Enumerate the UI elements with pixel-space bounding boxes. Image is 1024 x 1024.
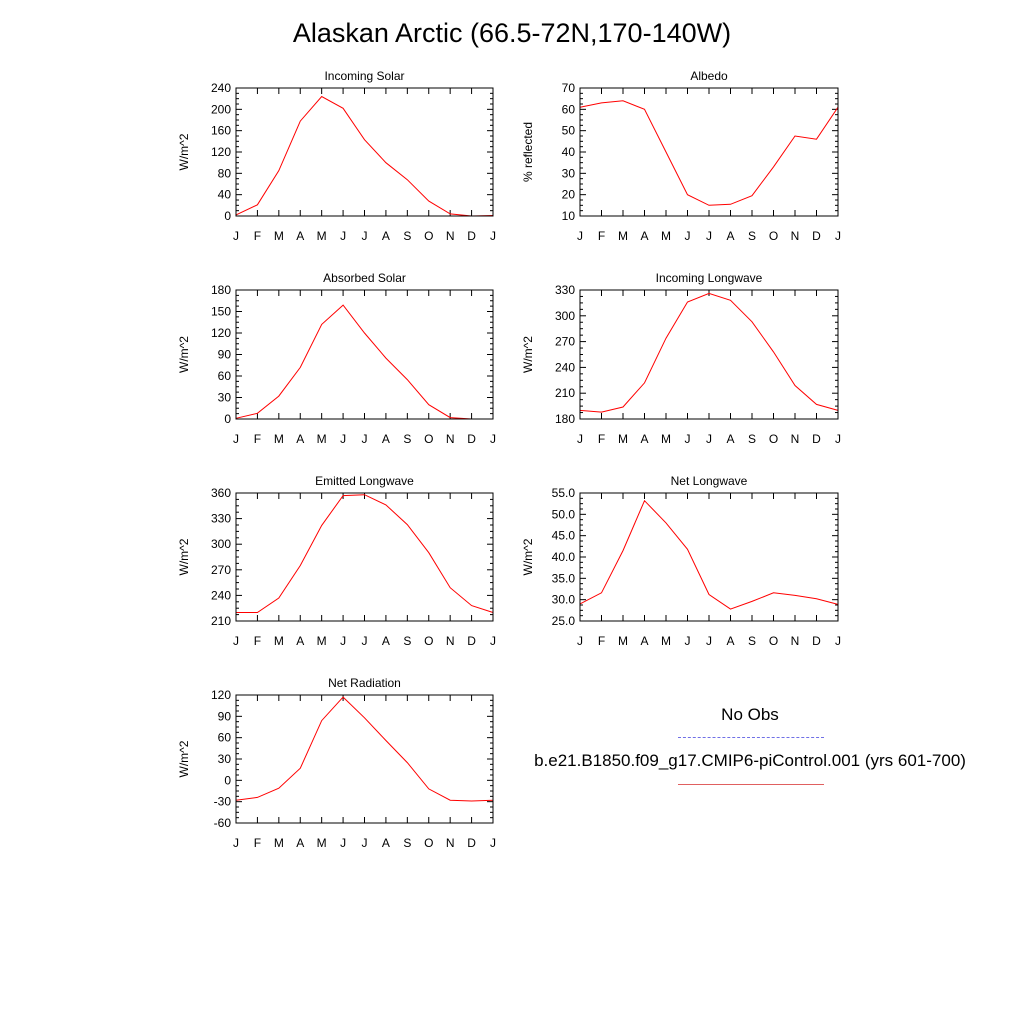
y-tick-label: 20	[561, 187, 575, 202]
x-tick-label: O	[424, 634, 434, 648]
series-line	[236, 97, 493, 217]
legend-model-label: b.e21.B1850.f09_g17.CMIP6-piControl.001 (yrs 601-700)	[534, 751, 966, 770]
y-tick-label: 55.0	[551, 486, 575, 500]
chart-panel	[521, 69, 841, 243]
x-tick-label: A	[726, 432, 735, 446]
x-tick-label: N	[445, 634, 455, 648]
x-tick-label: J	[577, 229, 583, 243]
x-tick-label: J	[233, 229, 239, 243]
x-tick-label: F	[597, 432, 606, 446]
x-tick-label: O	[424, 432, 434, 446]
x-tick-label: A	[381, 432, 390, 446]
plot-frame	[236, 695, 493, 823]
y-tick-label: 90	[217, 709, 231, 724]
y-tick-label: 120	[210, 326, 231, 340]
x-tick-label: D	[467, 229, 476, 243]
y-tick-label: 240	[210, 588, 231, 603]
x-tick-label: N	[445, 432, 455, 446]
x-tick-label: N	[445, 836, 455, 850]
panel-title: Incoming Solar	[324, 69, 405, 83]
x-tick-label: J	[233, 634, 239, 648]
x-tick-label: J	[706, 634, 712, 648]
chart-panel	[177, 474, 496, 648]
x-tick-label: M	[273, 836, 284, 850]
series-line	[580, 501, 838, 609]
x-tick-label: O	[424, 229, 434, 243]
y-tick-label: -30	[213, 794, 231, 809]
x-tick-label: F	[597, 634, 606, 648]
x-tick-label: F	[253, 836, 262, 850]
x-tick-label: N	[445, 229, 455, 243]
x-tick-label: O	[768, 432, 779, 446]
x-tick-label: J	[361, 229, 368, 243]
plot-frame	[580, 493, 838, 621]
x-tick-label: J	[340, 634, 347, 648]
y-tick-label: 60	[561, 102, 575, 117]
x-tick-label: D	[812, 229, 821, 243]
y-tick-label: 210	[210, 614, 231, 628]
x-tick-label: A	[640, 432, 649, 446]
y-tick-label: 40.0	[551, 550, 575, 564]
x-tick-label: A	[381, 836, 390, 850]
y-tick-label: 0	[224, 209, 231, 223]
figure-title: Alaskan Arctic (66.5-72N,170-140W)	[292, 18, 732, 48]
y-axis-label: W/m^2	[177, 336, 191, 373]
x-tick-label: J	[577, 634, 583, 648]
x-tick-label: J	[577, 432, 583, 446]
x-tick-label: S	[403, 634, 412, 648]
x-tick-label: S	[747, 229, 757, 243]
y-tick-label: -60	[213, 816, 231, 830]
x-tick-label: J	[684, 229, 691, 243]
y-tick-label: 60	[217, 730, 231, 745]
chart-panel	[177, 271, 496, 446]
x-tick-label: J	[490, 229, 496, 243]
x-tick-label: M	[273, 229, 284, 243]
legend-obs-line	[678, 737, 824, 738]
x-tick-label: S	[403, 432, 412, 446]
x-tick-label: F	[253, 229, 262, 243]
x-tick-label: M	[618, 432, 628, 446]
panel-title: Net Radiation	[328, 676, 401, 690]
panel-title: Net Longwave	[670, 474, 748, 488]
x-tick-label: D	[812, 432, 821, 446]
x-tick-label: J	[490, 634, 496, 648]
x-tick-label: N	[790, 432, 800, 446]
x-tick-label: M	[618, 229, 628, 243]
x-tick-label: A	[296, 229, 305, 243]
chart-panel	[521, 271, 841, 446]
x-tick-label: N	[790, 634, 800, 648]
y-tick-label: 90	[217, 347, 231, 362]
y-tick-label: 50.0	[551, 507, 575, 522]
x-tick-label: M	[316, 836, 327, 850]
y-axis-label: % reflected	[521, 121, 535, 183]
y-tick-label: 270	[554, 334, 575, 349]
x-tick-label: M	[273, 432, 284, 446]
x-tick-label: O	[768, 229, 779, 243]
x-tick-label: J	[706, 432, 712, 446]
y-tick-label: 300	[210, 537, 231, 552]
plot-frame	[236, 493, 493, 621]
y-tick-label: 330	[554, 283, 575, 297]
y-tick-label: 240	[210, 81, 231, 95]
panel-title: Albedo	[690, 69, 728, 83]
x-tick-label: J	[233, 836, 239, 850]
x-tick-label: J	[835, 432, 841, 446]
x-tick-label: J	[835, 634, 841, 648]
x-tick-label: M	[618, 634, 628, 648]
x-tick-label: J	[361, 432, 368, 446]
x-tick-label: O	[424, 836, 434, 850]
y-tick-label: 200	[210, 102, 231, 117]
x-tick-label: J	[361, 634, 368, 648]
y-tick-label: 120	[210, 145, 231, 159]
x-tick-label: D	[467, 634, 476, 648]
panel-title: Emitted Longwave	[315, 474, 414, 488]
x-tick-label: J	[361, 836, 368, 850]
x-tick-label: J	[684, 432, 691, 446]
y-tick-label: 60	[217, 369, 231, 383]
y-tick-label: 0	[224, 412, 231, 426]
x-tick-label: F	[253, 634, 262, 648]
y-tick-label: 30	[561, 166, 575, 181]
series-line	[236, 697, 493, 801]
x-tick-label: A	[296, 836, 305, 850]
y-tick-label: 240	[554, 360, 575, 375]
x-tick-label: A	[381, 634, 390, 648]
x-tick-label: N	[790, 229, 800, 243]
x-tick-label: A	[640, 634, 649, 648]
x-tick-label: M	[316, 432, 327, 446]
chart-panel	[177, 676, 496, 850]
plot-frame	[580, 290, 838, 419]
y-tick-label: 30	[217, 390, 231, 405]
x-tick-label: M	[316, 229, 327, 243]
x-tick-label: M	[661, 432, 671, 446]
x-tick-label: S	[747, 634, 757, 648]
x-tick-label: F	[597, 229, 606, 243]
x-tick-label: J	[233, 432, 239, 446]
x-tick-label: J	[340, 836, 347, 850]
x-tick-label: M	[661, 229, 671, 243]
y-tick-label: 40	[561, 145, 575, 159]
x-tick-label: F	[253, 432, 262, 446]
series-line	[236, 495, 493, 613]
y-tick-label: 40	[217, 187, 231, 202]
chart-panel	[177, 69, 496, 243]
panel-title: Incoming Longwave	[655, 271, 763, 285]
y-tick-label: 30	[217, 752, 231, 766]
y-tick-label: 80	[217, 166, 231, 181]
panel-title: Absorbed Solar	[323, 271, 406, 285]
y-tick-label: 180	[554, 412, 575, 426]
y-tick-label: 160	[210, 123, 231, 138]
y-axis-label: W/m^2	[521, 538, 535, 576]
x-tick-label: S	[403, 229, 412, 243]
legend-model-line	[678, 784, 824, 785]
y-tick-label: 10	[561, 209, 575, 223]
x-tick-label: D	[812, 634, 821, 648]
y-tick-label: 70	[561, 81, 575, 95]
y-tick-label: 360	[210, 486, 231, 500]
y-tick-label: 270	[210, 562, 231, 577]
series-line	[236, 305, 493, 419]
y-axis-label: W/m^2	[177, 538, 191, 576]
x-tick-label: J	[706, 229, 712, 243]
series-line	[580, 101, 838, 206]
x-tick-label: A	[726, 634, 735, 648]
x-tick-label: J	[490, 836, 496, 850]
x-tick-label: M	[661, 634, 671, 648]
y-tick-label: 300	[554, 308, 575, 323]
legend-obs-label: No Obs	[721, 705, 779, 724]
plot-frame	[236, 88, 493, 216]
x-tick-label: D	[467, 432, 476, 446]
series-line	[580, 293, 838, 412]
y-tick-label: 35.0	[551, 571, 575, 586]
x-tick-label: J	[684, 634, 691, 648]
y-tick-label: 30.0	[551, 592, 575, 607]
x-tick-label: J	[835, 229, 841, 243]
y-tick-label: 0	[224, 773, 231, 788]
y-tick-label: 330	[210, 511, 231, 526]
x-tick-label: A	[726, 229, 735, 243]
y-axis-label: W/m^2	[177, 133, 191, 171]
y-tick-label: 25.0	[551, 614, 575, 628]
y-tick-label: 50	[561, 123, 575, 138]
x-tick-label: A	[296, 634, 305, 648]
y-axis-label: W/m^2	[177, 740, 191, 778]
x-tick-label: M	[316, 634, 327, 648]
y-tick-label: 120	[210, 688, 231, 702]
y-tick-label: 180	[210, 283, 231, 297]
x-tick-label: J	[340, 432, 347, 446]
x-tick-label: A	[640, 229, 649, 243]
x-tick-label: D	[467, 836, 476, 850]
x-tick-label: S	[403, 836, 412, 850]
x-tick-label: O	[768, 634, 779, 648]
y-tick-label: 45.0	[551, 528, 575, 543]
x-tick-label: A	[296, 432, 305, 446]
chart-panel	[521, 474, 841, 648]
x-tick-label: J	[490, 432, 496, 446]
x-tick-label: M	[273, 634, 284, 648]
y-axis-label: W/m^2	[521, 336, 535, 373]
x-tick-label: J	[340, 229, 347, 243]
x-tick-label: A	[381, 229, 390, 243]
y-tick-label: 150	[210, 304, 231, 319]
x-tick-label: S	[747, 432, 757, 446]
plot-frame	[580, 88, 838, 216]
y-tick-label: 210	[554, 386, 575, 401]
